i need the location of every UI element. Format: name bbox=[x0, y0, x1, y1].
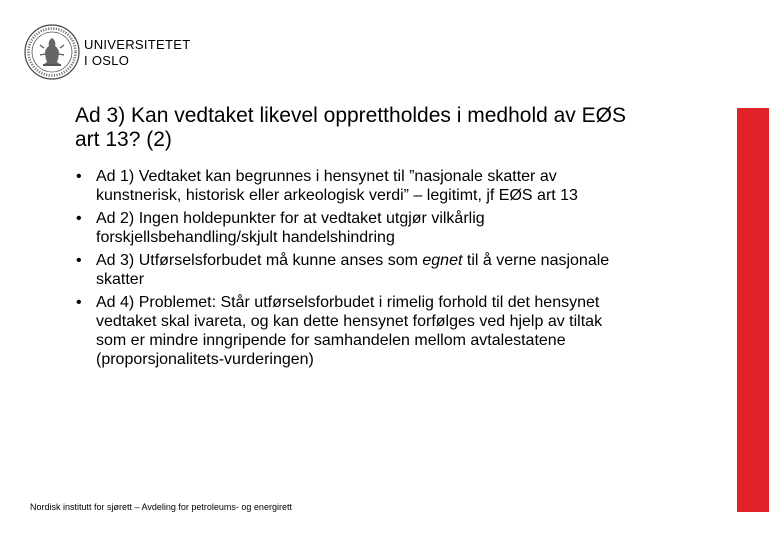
bullet-text-part: til å verne nasjonale skatter bbox=[96, 252, 610, 288]
bullet-list bbox=[76, 167, 636, 373]
bullet-marker: • bbox=[76, 210, 82, 227]
accent-bar bbox=[737, 108, 769, 512]
bullet-emphasis: egnet bbox=[422, 252, 463, 269]
bullet-item-2 bbox=[76, 209, 636, 247]
footer-text: Nordisk institutt for sjørett – Avdeling for petroleums- og energirett bbox=[30, 502, 292, 512]
bullet-text: Ad 4) Problemet: Står utførselsforbudet i rimelig forhold til det hensynet vedtaket skal ivareta, og kan dette hensynet forfølges ved hjelp av tiltak som er mindre inngripende for samhandelen mellom avtalestatene (proporsjonalitets-vurderingen) bbox=[96, 294, 603, 368]
bullet-text bbox=[96, 252, 609, 288]
bullet-item-3 bbox=[76, 251, 636, 289]
bullet-marker: • bbox=[76, 294, 82, 311]
university-name-line2: I OSLO bbox=[84, 53, 130, 68]
bullet-item-4 bbox=[76, 293, 636, 369]
university-name-line1: UNIVERSITETET bbox=[84, 37, 191, 52]
slide-title: Ad 3) Kan vedtaket likevel opprettholdes i medhold av EØS art 13? (2) bbox=[75, 104, 626, 151]
bullet-item-1 bbox=[76, 167, 636, 205]
bullet-text-part: Ad 3) Utførselsforbudet må kunne anses som bbox=[96, 252, 423, 269]
bullet-text: Ad 2) Ingen holdepunkter for at vedtaket utgjør vilkårlig forskjellsbehandling/skjult handelshindring bbox=[96, 210, 485, 246]
university-name bbox=[84, 37, 190, 69]
bullet-text: Ad 1) Vedtaket kan begrunnes i hensynet til ”nasjonale skatter av kunstnerisk, historisk eller arkeologisk verdi” – legitimt, jf EØS art 13 bbox=[96, 168, 578, 204]
bullet-marker: • bbox=[76, 168, 82, 185]
bullet-marker: • bbox=[76, 252, 82, 269]
university-seal-icon bbox=[24, 24, 80, 80]
